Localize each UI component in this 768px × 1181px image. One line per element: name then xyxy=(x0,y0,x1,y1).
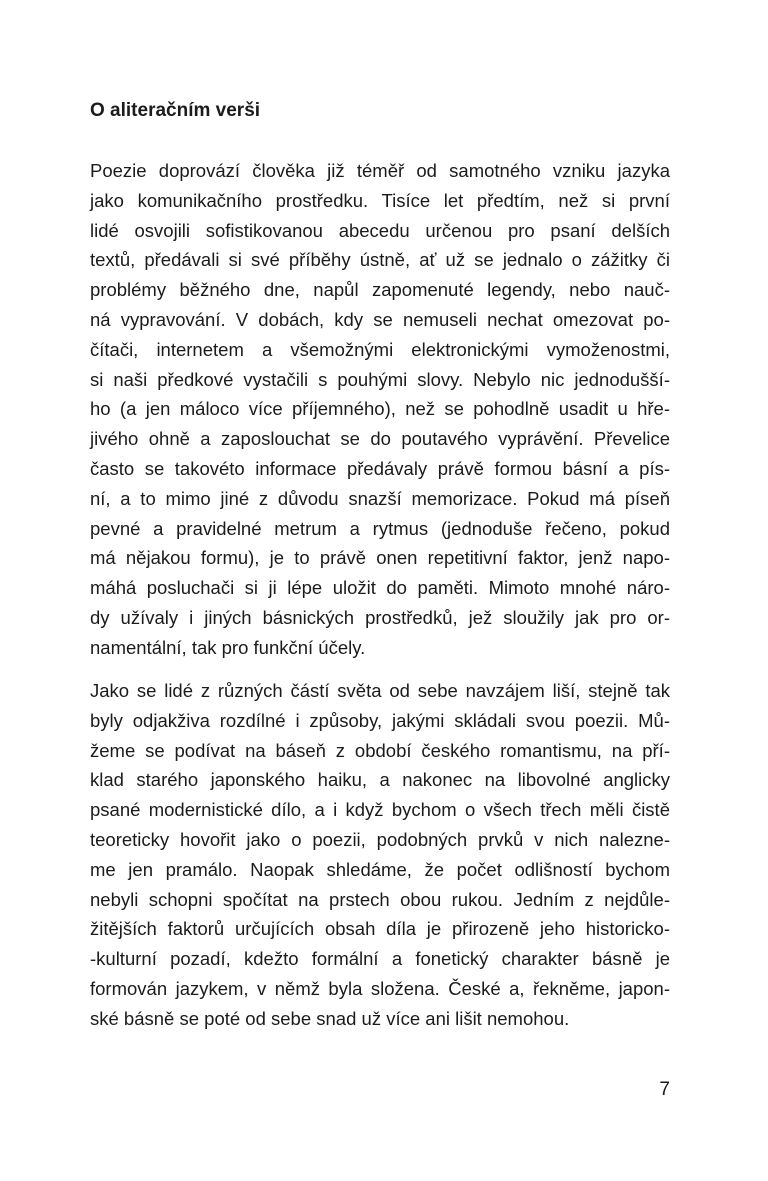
text-line: dy užívaly i jiných básnických prostředků, jež sloužily jak pro or- xyxy=(90,606,670,628)
text-line: jako komunikačního prostředku. Tisíce let předtím, než si první xyxy=(90,189,670,211)
text-line: me jen pramálo. Naopak shledáme, že počet odlišností bychom xyxy=(90,858,670,880)
text-line: byly odjakživa rozdílné i způsoby, jakými skládali svou poezii. Mů- xyxy=(90,709,670,731)
text-line: nebyli schopni spočítat na prstech obou rukou. Jedním z nejdůle- xyxy=(90,888,670,910)
text-line: Poezie doprovází člověka již téměř od samotného vzniku jazyka xyxy=(90,160,670,181)
paragraph-1 xyxy=(90,156,670,663)
text-line: žeme se podívat na báseň z období českého romantismu, na pří- xyxy=(90,739,670,761)
text-line: textů, předávali si své příběhy ústně, ať už se jednalo o zážitky či xyxy=(90,249,670,271)
book-page xyxy=(90,0,670,1181)
page-number: 7 xyxy=(659,1079,670,1100)
text-line: psané modernistické dílo, a i když bychom o všech třech měli čistě xyxy=(90,799,670,821)
text-line: pevné a pravidelné metrum a rytmus (jednoduše řečeno, pokud xyxy=(90,517,670,539)
text-line: máhá posluchači si ji lépe uložit do paměti. Mimoto mnohé náro- xyxy=(90,577,670,599)
text-line: ho (a jen máloco více příjemného), než se pohodlně usadit u hře- xyxy=(90,398,670,420)
text-line: jivého ohně a zaposlouchat se do poutavého vyprávění. Převelice xyxy=(90,428,670,450)
text-line: problémy běžného dne, napůl zapomenuté legendy, nebo nauč- xyxy=(90,279,670,301)
text-line: namentální, tak pro funkční účely. xyxy=(90,636,366,658)
text-line: -kulturní pozadí, kdežto formální a fonetický charakter básně je xyxy=(90,948,670,970)
section-heading: O aliteračním verši xyxy=(90,100,261,121)
text-line: klad starého japonského haiku, a nakonec na libovolné anglicky xyxy=(90,769,670,791)
text-line: formován jazykem, v němž byla složena. České a, řekněme, japon- xyxy=(90,977,670,999)
paragraph-2 xyxy=(90,676,670,1034)
text-line: ní, a to mimo jiné z důvodu snazší memorizace. Pokud má píseň xyxy=(90,487,670,509)
text-line: Jako se lidé z různých částí světa od sebe navzájem liší, stejně tak xyxy=(90,680,670,701)
text-line: žitějších faktorů určujících obsah díla je přirozeně jeho historicko- xyxy=(90,918,670,940)
text-line: má nějakou formu), je to právě onen repetitivní faktor, jenž napo- xyxy=(90,547,670,569)
text-line: často se takovéto informace předávaly právě formou básní a pís- xyxy=(90,457,670,479)
text-line: čítači, internetem a všemožnými elektronickými vymoženostmi, xyxy=(90,338,670,360)
text-line: ské básně se poté od sebe snad už více ani lišit nemohou. xyxy=(90,1007,570,1029)
text-line: ná vypravování. V dobách, kdy se nemuseli nechat omezovat po- xyxy=(90,308,670,330)
text-line: lidé osvojili sofistikovanou abecedu určenou pro psaní delších xyxy=(90,219,670,241)
text-line: si naši předkové vystačili s pouhými slovy. Nebylo nic jednodušší- xyxy=(90,368,670,390)
text-line: teoreticky hovořit jako o poezii, podobných prvků v nich nalezne- xyxy=(90,828,670,850)
